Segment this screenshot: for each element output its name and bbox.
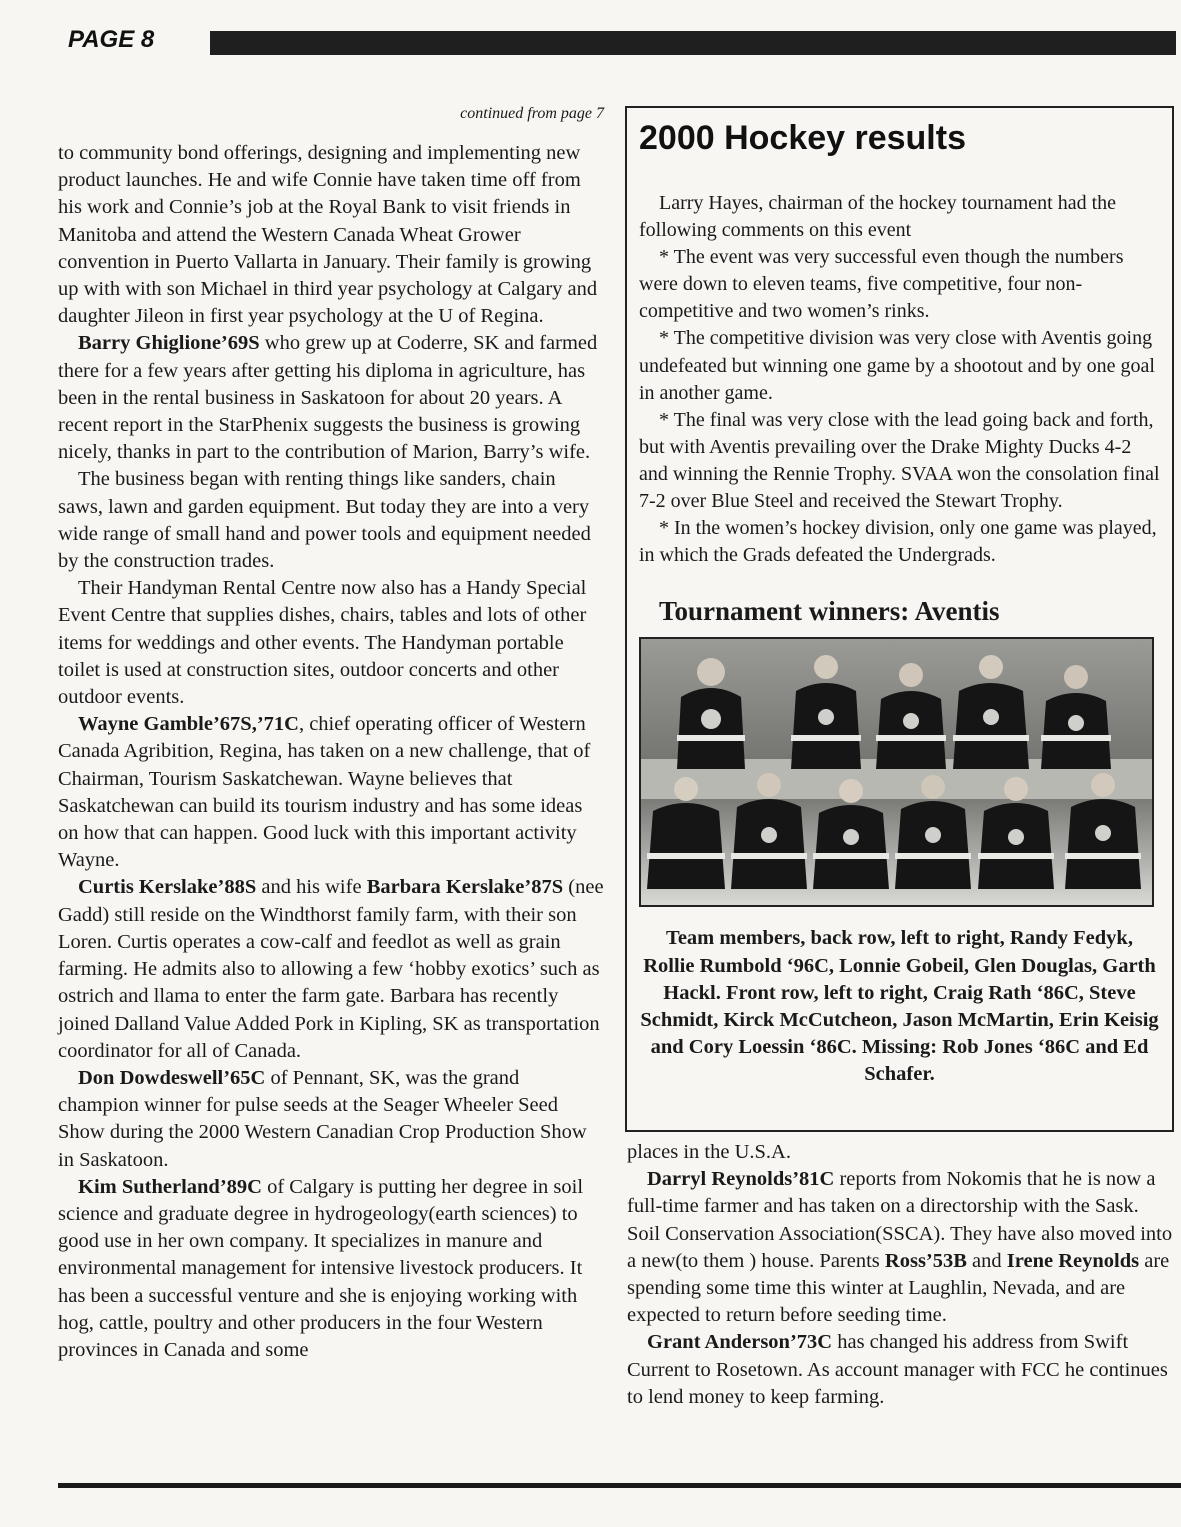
- paragraph-text: of Pennant, SK, was the grand champion winner for pulse seeds at the Seager Wheeler Seed Show during the 2000 Western Canadian Crop Production Show in Saskatoon.: [58, 1066, 587, 1171]
- bottom-rule: [58, 1483, 1181, 1488]
- paragraph-dowdeswell: [58, 1065, 604, 1174]
- person-name: Grant Anderson’73C: [647, 1331, 833, 1354]
- paragraph-text: (nee Gadd) still reside on the Windthorst family farm, with their son Loren. Curtis operates a cow-calf and feedlot as well as grain farming. He admits also to allowing a few ‘hobby exotics’ such as ostrich and llama to enter the farm gate. Barbara has recently joined Dalland Value Added Pork in Kipling, SK as transportation coordinator for all of Canada.: [58, 876, 604, 1062]
- person-name: Barbara Kerslake’87S: [366, 876, 564, 899]
- paragraph-gamble: [58, 711, 604, 874]
- person-name: Darryl Reynolds’81C: [647, 1168, 835, 1191]
- sidebar-title: 2000 Hockey results: [639, 119, 966, 157]
- person-name: Ross’53B: [884, 1249, 967, 1272]
- person-name: Wayne Gamble’67S,’71C: [78, 713, 299, 736]
- sidebar-paragraph: * The final was very close with the lead going back and forth, but with Aventis prevailing over the Drake Mighty Ducks 4-2 and winning the Rennie Trophy. SVAA won the consolation final 7-2 over Blue Steel and received the Stewart Trophy.: [639, 408, 1160, 513]
- paragraph-text: who grew up at Coderre, SK and farmed there for a few years after getting his diploma in agriculture, has been in the rental business in Saskatoon for about 20 years. A recent report in the StarPhenix suggests the business is growing nicely, thanks in part to the contribution of Marion, Barry’s wife.: [58, 332, 598, 464]
- sidebar-paragraph: Larry Hayes, chairman of the hockey tournament had the following comments on this event: [639, 192, 1117, 242]
- intro-paragraph: to community bond offerings, designing and implementing new product launches. He and wife Connie have taken time off from his work and Connie’s job at the Royal Bank to visit friends in Manitoba and attend the Western Canada Wheat Grower convention in Puerto Vallarta in January. Their family is growing up with with son Michael in third year psychology at Calgary and daughter Jileon in first year psychology at the U of Regina.: [58, 142, 598, 328]
- paragraph-text: reports from Nokomis that he is now a full-time farmer and has taken on a directorship with the Sask. Soil Conservation Association(SSCA). They have also moved into a new(to them ) house. Parents: [627, 1168, 1173, 1272]
- paragraph-text: and: [966, 1249, 1007, 1272]
- page-number: PAGE 8: [68, 26, 155, 53]
- team-photo-image: [641, 639, 1152, 905]
- person-name: Irene Reynolds: [1006, 1249, 1140, 1272]
- sidebar-paragraph: * In the women’s hockey division, only one game was played, in which the Grads defeated the Undergrads.: [639, 517, 1157, 567]
- paragraph-anderson: [627, 1329, 1174, 1411]
- person-name: Don Dowdeswell’65C: [78, 1066, 266, 1089]
- paragraph-ghiglione: [58, 330, 604, 466]
- left-column: [58, 102, 604, 1364]
- paragraph-text: of Calgary is putting her degree in soil science and graduate degree in hydrogeology(earth sciences) to good use in her own company. It specializes in manure and environmental management for intensive livestock producers. It has been a successful venture and she is enjoying working with hog, cattle, poultry and other producers in the four Western provinces in Canada and some: [58, 1175, 584, 1361]
- person-name: Kim Sutherland’89C: [78, 1175, 262, 1198]
- team-photo: [639, 637, 1154, 907]
- person-name: Barry Ghiglione’69S: [78, 332, 260, 355]
- continued-text: places in the U.S.A.: [627, 1141, 791, 1163]
- paragraph-kerslake: [58, 874, 604, 1064]
- continued-note: continued from page 7: [460, 105, 604, 122]
- right-column: [627, 1139, 1174, 1411]
- photo-caption: Team members, back row, left to right, Randy Fedyk, Rollie Rumbold ‘96C, Lonnie Gobeil, Glen Douglas, Garth Hackl. Front row, left to right, Craig Rath ‘86C, Steve Schmidt, Kirck McCutcheon, Jason McMartin, Erin Keisig and Cory Loessin ‘86C. Missing: Rob Jones ‘86C and Ed Schafer.: [640, 927, 1159, 1086]
- paragraph-business: The business began with renting things like sanders, chain saws, lawn and garden equipment. But today they are into a very wide range of small hand and power tools and equipment needed by the construction trades.: [58, 468, 591, 573]
- sidebar-body: [639, 190, 1160, 569]
- person-name: Curtis Kerslake’88S: [78, 876, 257, 899]
- sidebar-paragraph: * The competitive division was very close with Aventis going undefeated but winning one game by a shootout and by one goal in another game.: [639, 327, 1155, 404]
- paragraph-text: are spending some time this winter at Laughlin, Nevada, and are expected to return before seeding time.: [627, 1249, 1170, 1327]
- paragraph-text: , chief operating officer of Western Canada Agribition, Regina, has taken on a new challenge, that of Chairman, Tourism Saskatchewan. Wayne believes that Saskatchewan can build its tourism industry and has some ideas on how that can happen. Good luck with this important activity Wayne.: [58, 713, 591, 872]
- hockey-results-box: [625, 106, 1174, 1132]
- paragraph-text: has changed his address from Swift Current to Rosetown. As account manager with FCC he continues to lend money to keep farming.: [627, 1331, 1168, 1408]
- paragraph-text: and his wife: [256, 876, 367, 899]
- header-bar: [210, 31, 1176, 55]
- sidebar-paragraph: * The event was very successful even though the numbers were down to eleven teams, five competitive, four non-competitive and two women’s rinks.: [639, 246, 1124, 323]
- paragraph-handyman: Their Handyman Rental Centre now also has a Handy Special Event Centre that supplies dishes, chairs, tables and lots of other items for weddings and other events. The Handyman portable toilet is used at construction sites, outdoor concerts and other outdoor events.: [58, 577, 587, 709]
- paragraph-sutherland: [58, 1174, 604, 1364]
- sidebar-subtitle: Tournament winners: Aventis: [659, 596, 1000, 627]
- paragraph-reynolds: [627, 1166, 1174, 1329]
